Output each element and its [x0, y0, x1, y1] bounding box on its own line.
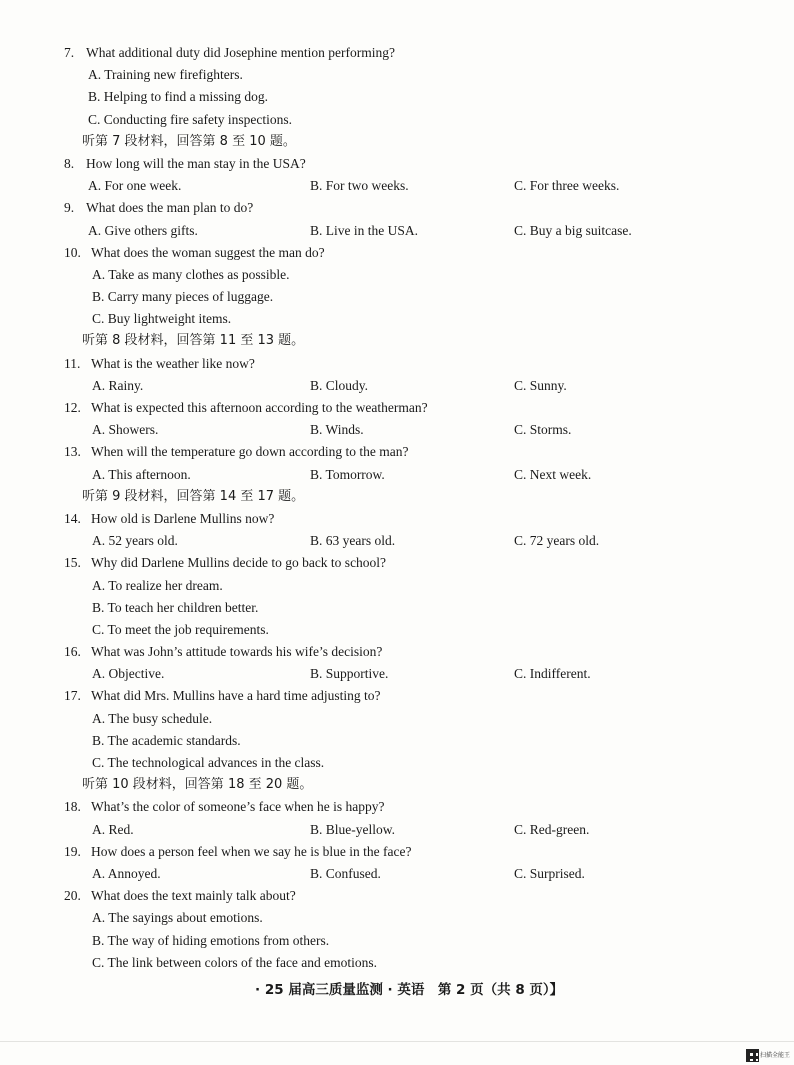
option-c[interactable]: C. Conducting fire safety inspections.: [88, 111, 292, 127]
question-stem: [64, 353, 764, 375]
option-row: [64, 863, 764, 885]
question-stem: [64, 885, 764, 907]
option-row: [64, 663, 764, 685]
option-c[interactable]: C. Indifferent.: [514, 666, 591, 682]
option-b[interactable]: B. Carry many pieces of luggage.: [92, 289, 274, 305]
option-row: [64, 464, 764, 486]
option-c[interactable]: C. Surprised.: [514, 865, 585, 881]
option-a[interactable]: A. For one week.: [88, 178, 182, 194]
question-stem: [64, 197, 764, 219]
question-text: What was John’s attitude towards his wife’s decision?: [91, 644, 383, 660]
option-c[interactable]: C. Next week.: [514, 466, 592, 482]
option-a[interactable]: A. This afternoon.: [92, 466, 191, 482]
question-number: 16.: [64, 644, 81, 660]
option-b[interactable]: B. Supportive.: [310, 666, 389, 682]
question-stem: [64, 242, 764, 264]
option-b[interactable]: B. Live in the USA.: [310, 222, 418, 238]
question-stem: [64, 552, 764, 574]
option-c[interactable]: C. Buy a big suitcase.: [514, 222, 632, 238]
scanner-brand: 扫描全能王: [760, 1052, 791, 1059]
option-a[interactable]: A. The sayings about emotions.: [92, 910, 263, 926]
question-stem: [64, 641, 764, 663]
question-stem: [64, 42, 764, 64]
option-a[interactable]: A. Annoyed.: [92, 865, 161, 881]
option-b[interactable]: B. Cloudy.: [310, 377, 369, 393]
option-c[interactable]: C. For three weeks.: [514, 178, 620, 194]
option-b[interactable]: B. Confused.: [310, 865, 381, 881]
question-number: 10.: [64, 244, 81, 260]
question-stem: [64, 685, 764, 707]
question-text: What does the man plan to do?: [86, 200, 254, 216]
option-a[interactable]: A. Give others gifts.: [88, 222, 198, 238]
question-number: 11.: [64, 355, 81, 371]
question-text: What is the weather like now?: [91, 355, 255, 371]
question-stem: [64, 841, 764, 863]
option-c[interactable]: C. The link between colors of the face and emotions.: [92, 954, 378, 970]
question-text: How does a person feel when we say he is blue in the face?: [91, 843, 412, 859]
option-row: [64, 530, 764, 552]
question-list: [64, 42, 764, 974]
option-b[interactable]: B. The way of hiding emotions from others.: [92, 932, 330, 948]
option-c[interactable]: C. To meet the job requirements.: [92, 621, 269, 637]
option-c[interactable]: C. Sunny.: [514, 377, 567, 393]
option-row: [64, 175, 764, 197]
option-a[interactable]: A. 52 years old.: [92, 533, 178, 549]
section-instruction: 听第 10 段材料，回答第 18 至 20 题。: [82, 777, 313, 793]
qr-code-icon: [746, 1049, 759, 1062]
option-a[interactable]: A. Showers.: [92, 422, 159, 438]
section-instruction: 听第 8 段材料，回答第 11 至 13 题。: [82, 333, 305, 349]
option-a[interactable]: A. Rainy.: [92, 377, 144, 393]
question-number: 13.: [64, 444, 81, 460]
question-number: 9.: [64, 200, 75, 216]
option-b[interactable]: B. Tomorrow.: [310, 466, 385, 482]
question-text: What is expected this afternoon according to the weatherman?: [91, 400, 428, 415]
option-b[interactable]: B. Blue-yellow.: [310, 821, 395, 837]
question-number: 12.: [64, 400, 81, 415]
question-stem: [64, 441, 764, 463]
option-row: [64, 419, 764, 441]
question-number: 8.: [64, 155, 75, 171]
option-a[interactable]: A. The busy schedule.: [92, 710, 213, 726]
option-row: [64, 819, 764, 841]
option-b[interactable]: B. Helping to find a missing dog.: [88, 89, 268, 105]
section-instruction: 听第 9 段材料，回答第 14 至 17 题。: [82, 488, 305, 504]
question-stem: [64, 508, 764, 530]
option-a[interactable]: A. Red.: [92, 821, 134, 837]
option-c[interactable]: C. Buy lightweight items.: [92, 311, 232, 327]
question-number: 18.: [64, 799, 81, 815]
question-text: How old is Darlene Mullins now?: [91, 510, 275, 526]
question-text: How long will the man stay in the USA?: [86, 155, 306, 171]
question-stem: [64, 796, 764, 818]
question-text: Why did Darlene Mullins decide to go back to school?: [91, 555, 387, 571]
question-text: What did Mrs. Mullins have a hard time adjusting to?: [91, 688, 381, 704]
question-number: 17.: [64, 688, 81, 704]
question-stem: [64, 397, 764, 419]
option-c[interactable]: C. 72 years old.: [514, 533, 600, 549]
question-stem: [64, 153, 764, 175]
section-instruction: 听第 7 段材料，回答第 8 至 10 题。: [82, 133, 296, 149]
question-text: What does the text mainly talk about?: [91, 888, 296, 904]
option-a[interactable]: A. Objective.: [92, 666, 165, 682]
option-row: [64, 375, 764, 397]
option-a[interactable]: A. To realize her dream.: [92, 577, 223, 593]
question-text: When will the temperature go down according to the man?: [91, 444, 409, 460]
option-b[interactable]: B. Winds.: [310, 422, 364, 438]
option-b[interactable]: B. The academic standards.: [92, 732, 241, 748]
bottom-divider: [0, 1041, 794, 1042]
option-a[interactable]: A. Training new firefighters.: [88, 67, 243, 83]
option-c[interactable]: C. Storms.: [514, 422, 572, 438]
question-number: 7.: [64, 45, 75, 60]
option-b[interactable]: B. For two weeks.: [310, 178, 409, 194]
question-text: What additional duty did Josephine mention performing?: [86, 45, 395, 60]
question-number: 19.: [64, 843, 81, 859]
page-footer: · 25 届高三质量监测 · 英语 第 2 页（共 8 页）】: [255, 982, 564, 998]
question-number: 14.: [64, 510, 81, 526]
option-c[interactable]: C. Red-green.: [514, 821, 590, 837]
option-a[interactable]: A. Take as many clothes as possible.: [92, 266, 290, 282]
option-row: [64, 220, 764, 242]
option-b[interactable]: B. To teach her children better.: [92, 599, 259, 615]
question-text: What’s the color of someone’s face when he is happy?: [91, 799, 385, 815]
question-text: What does the woman suggest the man do?: [91, 244, 325, 260]
question-number: 15.: [64, 555, 81, 571]
question-number: 20.: [64, 888, 81, 904]
option-b[interactable]: B. 63 years old.: [310, 533, 396, 549]
option-c[interactable]: C. The technological advances in the class.: [92, 755, 325, 770]
